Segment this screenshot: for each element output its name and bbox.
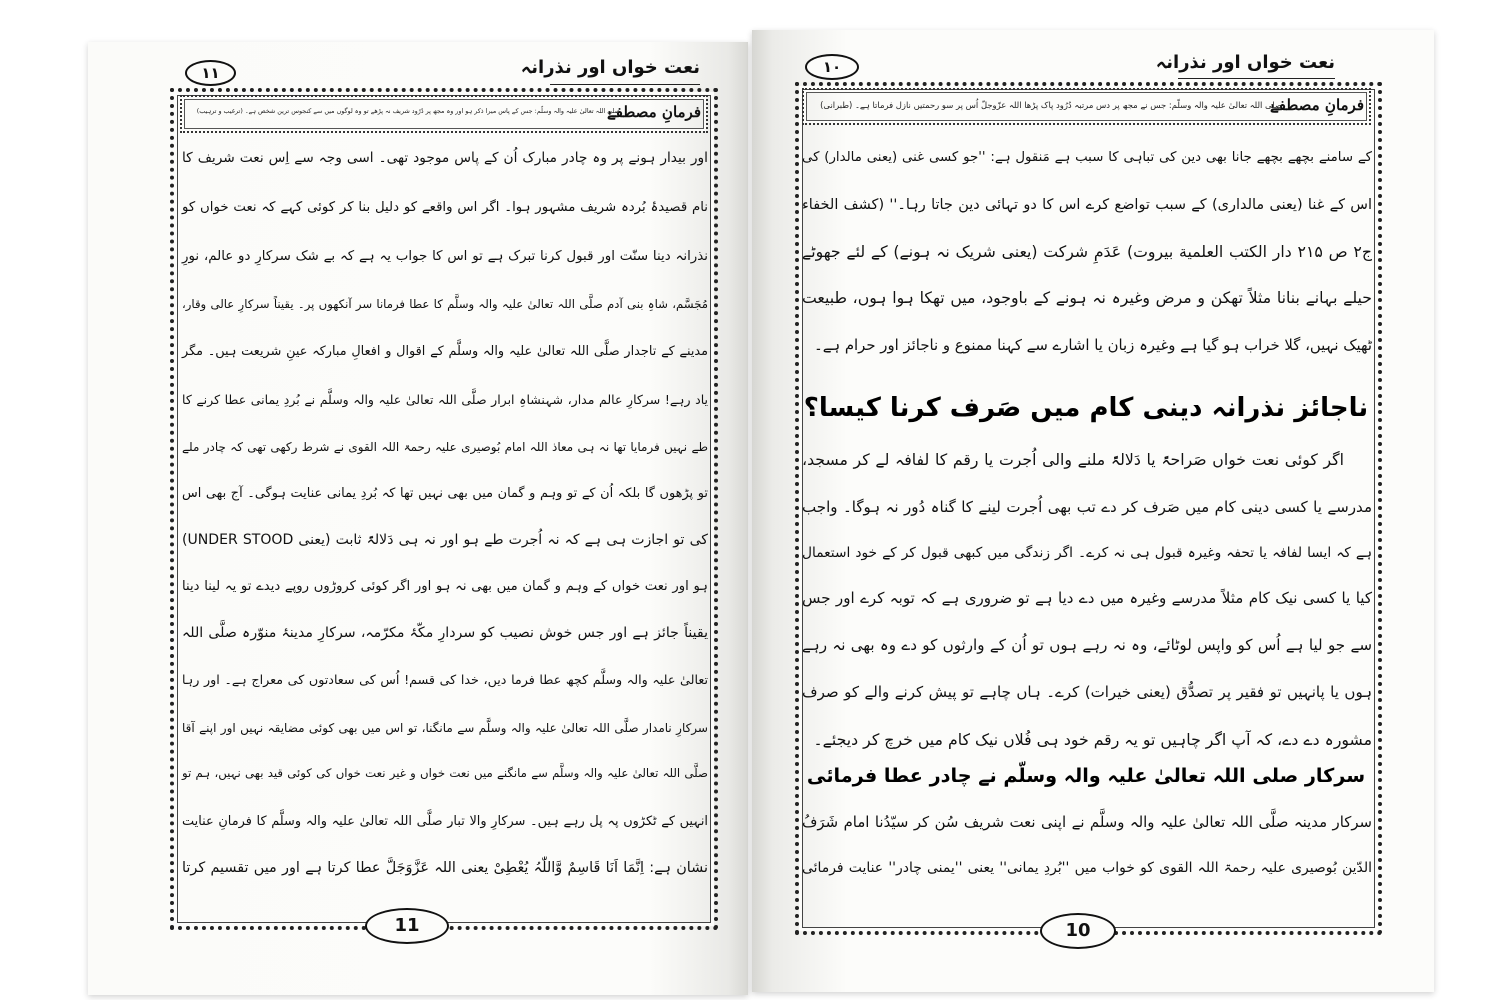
left-page — [88, 42, 748, 995]
body-line — [180, 289, 708, 319]
line-text: ہوں یا پانہیں تو فقیر پر تصدُّق (یعنی خیرات) کرے۔ ہاں چاہے تو پیش کرنے والے کو صرف — [802, 683, 1372, 701]
line-text: ناجائز نذرانہ دینی کام میں صَرف کرنا کیسا؟ — [803, 393, 1369, 423]
line-text: مُجَسَّم، شاہِ بنی آدم صلَّی اللہ تعالیٰ علیہ والہ وسلَّم کا عطا فرمانا سر آنکھوں پر۔ یقیناً سرکارِ عالی وقار، — [182, 297, 708, 311]
body-line — [180, 143, 708, 173]
body-line — [800, 143, 1372, 173]
line-text: کیا یا کسی نیک کام مثلاً مدرسے وغیرہ میں دے دیا ہے تو ضروری ہے کہ توبہ کرے اور جس — [802, 589, 1372, 607]
line-text: سرکارِ نامدار صلَّی اللہ تعالیٰ علیہ والہ وسلَّم سے مانگنا، تو اس میں بھی کوئی مضایقہ نہیں اور اپنے آقا — [182, 721, 708, 735]
section-heading — [800, 390, 1372, 426]
line-text: اگر کوئی نعت خواں صَراحۃً یا دَلالۃً ملنے والی اُجرت یا رقم کا لفافہ لے کر مسجد، — [802, 450, 1344, 469]
body-line — [180, 432, 708, 462]
body-line — [180, 572, 708, 602]
body-line — [180, 242, 708, 272]
body-line — [800, 677, 1372, 707]
line-text: نام قصیدۂ بُردہ شریف مشہور ہوا۔ اگر اس واقعے کو دلیل بنا کر کوئی کہے کہ نعت خواں کو — [182, 200, 708, 215]
line-text: اور بیدار ہونے پر وہ چادر مبارک اُن کے پاس موجود تھی۔ اسی وجہ سے اِس نعت شریف کا — [182, 150, 708, 166]
body-line — [800, 190, 1372, 220]
line-text: صلی اللہ تعالیٰ علیہ والہ وسلّم: جس کے پاس میرا ذکر ہو اور وہ مجھ پر دُرُود شریف نہ پڑھے تو وہ لوگوں میں سے کنجوس ترین شخص ہے۔ (ترغیب و ترہیب) — [196, 108, 620, 115]
line-text: اس کے غنا (یعنی مالداری) کے سبب تواضع کرے اس کا دو تہائی دین جاتا رہا۔'' (کشف الخفاء — [802, 197, 1372, 213]
line-text: سرکار صلی اللہ تعالیٰ علیہ والہ وسلّم نے چادر عطا فرمائی — [806, 764, 1366, 787]
line-text: کی تو اجازت ہی ہے کہ نہ اُجرت طے ہو اور نہ ہی دَلالۃً ثابت (یعنی UNDER STOOD) — [182, 532, 708, 548]
line-text: سے جو لیا ہے اُس کو واپس لوٹائے، وہ نہ رہے ہوں تو اُن کے وارثوں کو دے وہ بھی نہ رہے — [802, 636, 1372, 654]
line-text: نشان ہے: اِنَّمَا اَنَا قَاسِمٌ وَّاللّٰہُ یُعْطِیْ یعنی اللہ عَزَّوَجَلَّ عطا کرتا ہے اور میں تقسیم کرتا — [182, 860, 708, 876]
line-text: طے نہیں فرمایا تھا نہ ہی معاذ اللہ امام بُوصیری علیہ رحمۃ اللہ القوی نے شرط رکھی تھی کہ چادر ملے — [182, 440, 708, 454]
running-title: نعت خواں اور نذرانہ — [550, 52, 700, 85]
line-text: صلَّی اللہ تعالیٰ علیہ والہ وسلَّم سے مانگنے میں نعت خواں و غیر نعت خواں کی کوئی قید بھی نہیں، ہم تو — [182, 766, 708, 780]
body-line — [800, 538, 1372, 568]
line-text: تعالیٰ علیہ والہ وسلَّم کچھ عطا فرما دیں، خدا کی قسم! اُس کی سعادتوں کی معراج ہے۔ اور رہا — [182, 672, 708, 687]
header-page-number: ۱۰ — [805, 54, 859, 80]
section-heading — [800, 758, 1372, 794]
hadith-label: فرمانِ مصطفےٰ — [1269, 96, 1364, 114]
line-text: مدرسے یا کسی دینی کام میں صَرف کر دے تب بھی اُجرت لینے کا گناہ دُور نہ ہوگا۔ واجب — [802, 498, 1372, 516]
line-text: ج۲ ص ۲۱۵ دار الکتب العلمیة بیروت) عَدَمِ شرکت (یعنی شریک نہ ہونے) کے لئے جھوٹے — [801, 242, 1372, 261]
body-line — [180, 385, 708, 415]
hadith-text — [186, 97, 620, 127]
header-page-number: ۱۱ — [185, 60, 236, 86]
line-text: تو پڑھوں گا بلکہ اُن کے تو وہم و گمان میں بھی نہیں تھا کہ بُردِ یمانی عنایت ہوگی۔ آج بھی اس — [182, 486, 708, 501]
line-text: الدّین بُوصیری علیہ رحمۃ اللہ القوی کو خواب میں ''بُردِ یمانی'' یعنی ''یمنی چادر'' عنایت فرمائی — [802, 860, 1372, 876]
body-line — [800, 583, 1372, 613]
body-line — [180, 807, 708, 837]
line-text: حیلے بہانے بنانا مثلاً تھکن و مرض وغیرہ نہ ہونے کے باوجود، میں تھکا ہوا ہوں، طبیعت — [802, 288, 1372, 307]
body-line — [180, 618, 708, 648]
body-line — [800, 237, 1372, 267]
line-text: ٹھیک نہیں، گلا خراب ہو گیا ہے وغیرہ زبان یا اشارے سے کہنا ممنوع و ناجائز اور حرام ہے۔ — [813, 336, 1372, 354]
body-line — [180, 758, 708, 788]
body-line — [800, 807, 1372, 837]
body-line — [800, 853, 1372, 883]
footer-page-number: 11 — [365, 908, 449, 944]
body-line — [800, 283, 1372, 313]
body-line — [800, 445, 1344, 475]
line-text: صلی اللہ تعالیٰ علیہ والہ وسلّم: جس نے مجھ پر دس مرتبہ دُرُود پاک پڑھا اللہ عزّوجلّ اُس پر سو رحمتیں نازل فرماتا ہے۔ (طبرانی) — [820, 100, 1282, 110]
body-line — [180, 193, 708, 223]
line-text: یاد رہے! سرکارِ عالم مدار، شہنشاہِ ابرار صلَّی اللہ تعالیٰ علیہ والہ وسلَّم نے بُردِ یمانی عطا کرنے کا — [182, 392, 708, 407]
body-line — [180, 665, 708, 695]
line-text: انہیں کے ٹکڑوں پہ پل رہے ہیں۔ سرکارِ والا تبار صلَّی اللہ تعالیٰ علیہ والہ وسلَّم کا فرمانِ عنایت — [182, 814, 708, 829]
body-line — [800, 630, 1372, 660]
body-line — [180, 525, 708, 555]
hadith-label: فرمانِ مصطفےٰ — [606, 103, 701, 121]
line-text: مدینے کے تاجدار صلَّی اللہ تعالیٰ علیہ والہ وسلَّم کے اقوال و افعالِ مبارکہ عینِ شریعت ہیں۔ مگر — [182, 344, 708, 359]
line-text: سرکار مدینہ صلَّی اللہ تعالیٰ علیہ والہ وسلَّم نے اپنی نعت شریف سُن کر سیّدُنا امام شَرَفُ — [802, 813, 1372, 831]
body-line — [800, 330, 1372, 360]
line-text: کے سامنے بچھے بچھے جانا بھی دین کی تباہی کا سبب ہے مَنقول ہے: ''جو کسی غنی (یعنی مالدار) کی — [802, 150, 1372, 165]
body-line — [180, 713, 708, 743]
line-text: یقیناً جائز ہے اور جس خوش نصیب کو سردارِ مکّۂ مکرّمہ، سرکارِ مدینۂ منوّرہ صلَّی اللہ — [182, 625, 708, 641]
line-text: ہے کہ ایسا لفافہ یا تحفہ وغیرہ قبول ہی نہ کرے۔ اگر زندگی میں کبھی قبول کر کے خود استعمال — [802, 545, 1372, 561]
body-line — [800, 725, 1372, 755]
body-line — [180, 853, 708, 883]
footer-page-number: 10 — [1040, 913, 1116, 949]
hadith-text — [808, 90, 1282, 120]
body-line — [180, 479, 708, 509]
line-text: نذرانہ دینا سنّت اور قبول کرنا تبرک ہے تو اس کا جواب یہ ہے کہ بے شک سرکارِ دو عالم، نورِ — [182, 249, 708, 264]
running-title: نعت خواں اور نذرانہ — [1178, 48, 1335, 79]
right-page — [752, 30, 1434, 992]
line-text: مشورہ دے دے، کہ آپ اگر چاہیں تو یہ رقم خود ہی فُلاں نیک کام میں خرچ کر دیجئے۔ — [813, 730, 1372, 749]
body-line — [180, 337, 708, 367]
body-line — [800, 492, 1372, 522]
line-text: ہو اور نعت خواں کے وہم و گمان میں بھی نہ ہو اور اگر کوئی کروڑوں روپے دیدے تو یہ لینا دینا — [182, 579, 708, 594]
